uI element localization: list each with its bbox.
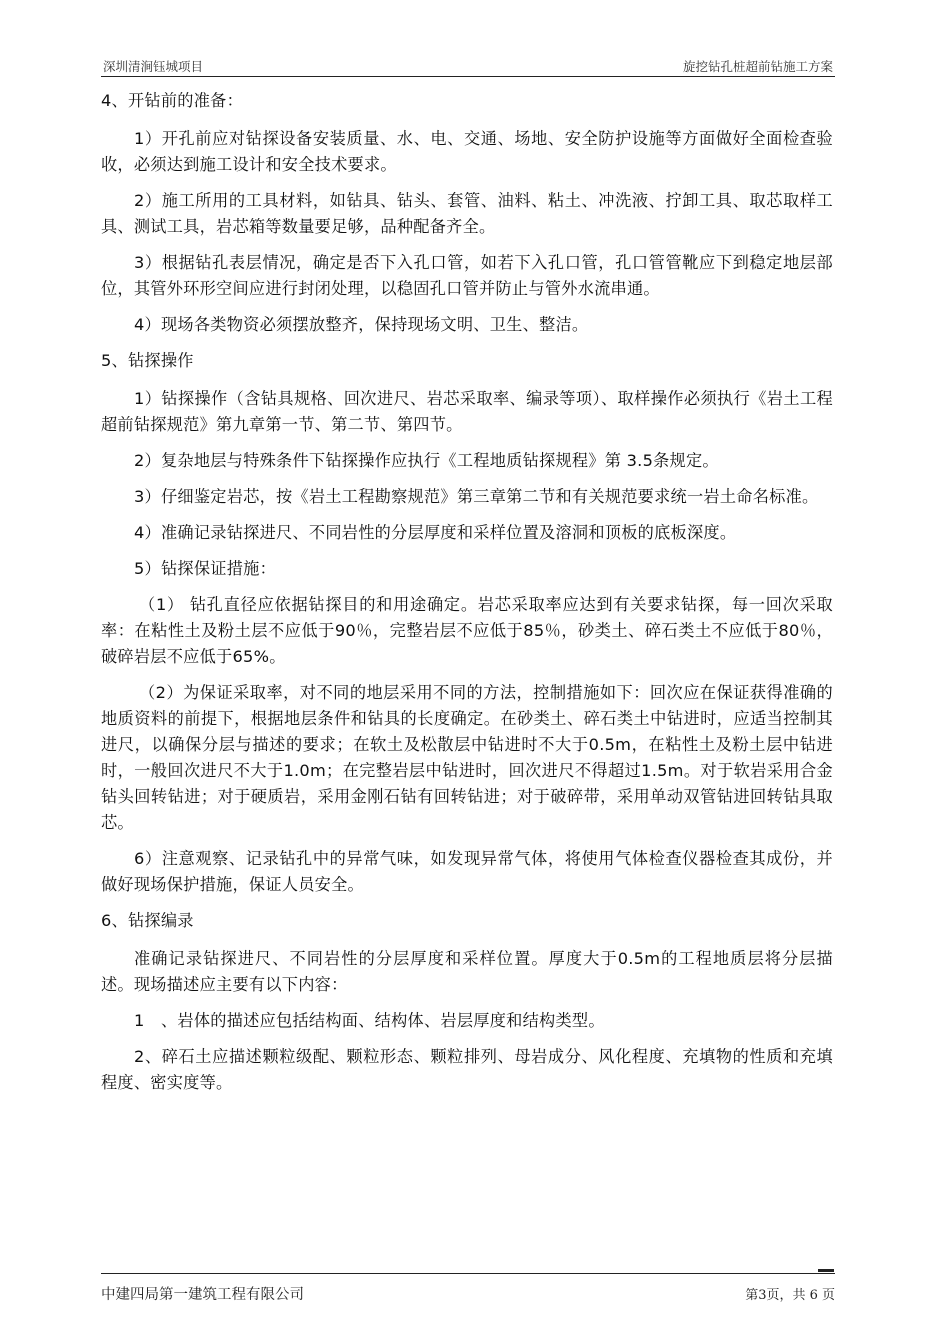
section-heading-5: 5、钻探操作 <box>101 351 194 370</box>
paragraph: 4）准确记录钻探进尺、不同岩性的分层厚度和采样位置及溶洞和顶板的底板深度。 <box>134 523 737 542</box>
document-body <box>101 88 833 1106</box>
paragraph: 3）根据钻孔表层情况，确定是否下入孔口管，如若下入孔口管，孔口管管靴应下到稳定地层部位，其管外环形空间应进行封闭处理，以稳固孔口管并防止与管外水流串通。 <box>101 253 833 298</box>
page-number: 第3页，共 6 页 <box>745 1288 835 1303</box>
header-project-name: 深圳清涧钰城项目 <box>103 59 204 74</box>
paragraph: 2、碎石土应描述颗粒级配、颗粒形态、颗粒排列、母岩成分、风化程度、充填物的性质和充填程度、密实度等。 <box>101 1047 833 1092</box>
footer-company-name: 中建四局第一建筑工程有限公司 <box>101 1287 304 1303</box>
paragraph: 1）开孔前应对钻探设备安装质量、水、电、交通、场地、安全防护设施等方面做好全面检查验收，必须达到施工设计和安全技术要求。 <box>101 129 833 174</box>
paragraph: 1）钻探操作（含钻具规格、回次进尺、岩芯采取率、编录等项）、取样操作必须执行《岩土工程超前钻探规范》第九章第一节、第二节、第四节。 <box>101 389 833 434</box>
header-document-title: 旋挖钻孔桩超前钻施工方案 <box>682 59 833 74</box>
paragraph: 3）仔细鉴定岩芯，按《岩土工程勘察规范》第三章第二节和有关规范要求统一岩土命名标准。 <box>134 487 819 506</box>
footer-divider <box>101 1273 835 1274</box>
section-heading-6: 6、钻探编录 <box>101 911 194 930</box>
paragraph: 5）钻探保证措施： <box>134 559 277 578</box>
paragraph: 1 、岩体的描述应包括结构面、结构体、岩层厚度和结构类型。 <box>134 1011 605 1030</box>
paragraph: 准确记录钻探进尺、不同岩性的分层厚度和采样位置。厚度大于0.5m的工程地质层将分层描述。现场描述应主要有以下内容： <box>101 949 833 994</box>
paragraph: （2）为保证采取率，对不同的地层采用不同的方法，控制措施如下：回次应在保证获得准确的地质资料的前提下，根据地层条件和钻具的长度确定。在砂类土、碎石类土中钻进时，应适当控制其进尺，以确保分层与描述的要求；在软土及松散层中钻进时不大于0.5m，在粘性土及粉土层中钻进时，一般回次进尺不大于1.0m；在完整岩层中钻进时，回次进尺不得超过1.5m。对于软岩采用合金钻头回转钻进；对于硬质岩，采用金刚石钻有回转钻进；对于破碎带，采用单动双管钻进回转钻具取芯。 <box>101 683 833 832</box>
footer-mark <box>818 1269 834 1272</box>
section-heading-4: 4、开钻前的准备： <box>101 91 244 110</box>
paragraph: 4）现场各类物资必须摆放整齐，保持现场文明、卫生、整洁。 <box>134 315 589 334</box>
paragraph: （1） 钻孔直径应依据钻探目的和用途确定。岩芯采取率应达到有关要求钻探，每一回次采取率：在粘性土及粉土层不应低于90％，完整岩层不应低于85％，砂类土、碎石类土不应低于80％，破碎岩层不应低于65%。 <box>101 595 833 666</box>
paragraph: 6）注意观察、记录钻孔中的异常气味，如发现异常气体，将使用气体检查仪器检查其成份，并做好现场保护措施，保证人员安全。 <box>101 849 833 894</box>
page-header <box>101 56 835 77</box>
paragraph: 2）施工所用的工具材料，如钻具、钻头、套管、油料、粘土、冲洗液、拧卸工具、取芯取样工具、测试工具，岩芯箱等数量要足够，品种配备齐全。 <box>101 191 833 236</box>
paragraph: 2）复杂地层与特殊条件下钻探操作应执行《工程地质钻探规程》第 3.5条规定。 <box>134 451 719 470</box>
